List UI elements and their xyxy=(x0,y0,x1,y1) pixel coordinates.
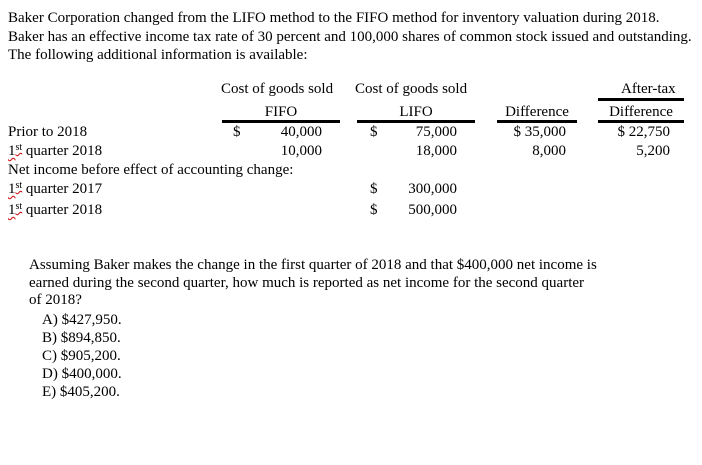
lifo-q1-2018: 18,000 xyxy=(415,143,457,159)
option-a: A) $427,950. xyxy=(42,312,122,328)
row-label-prior-2018: Prior to 2018 xyxy=(8,124,88,140)
question-text: Assuming Baker makes the change in the first quarter of 2018 and that $400,000 net income is earned during the second quarter, how much is reported as net income for the second quarter of 2018? xyxy=(29,257,597,308)
col-fifo-header: FIFO xyxy=(264,104,298,120)
col-aftertax-header-top: After-tax xyxy=(621,81,676,97)
difference-prior-2018: $ 35,000 xyxy=(513,124,566,140)
header-rule-fifo xyxy=(222,120,340,123)
header-rule-difference xyxy=(497,120,577,123)
net-income-label: Net income before effect of accounting change: xyxy=(8,162,294,178)
aftertax-prior-2018: $ 22,750 xyxy=(617,124,670,140)
lifo-prior-2018: 75,000 xyxy=(415,124,457,140)
option-d: D) $400,000. xyxy=(42,366,122,382)
dollar-sign: $ xyxy=(370,202,378,218)
option-b: B) $894,850. xyxy=(42,330,121,346)
row-label-q1-2017: 1st quarter 2017 xyxy=(8,180,103,197)
net-income-q1-2018: 500,000 xyxy=(408,202,457,218)
difference-q1-2018: 8,000 xyxy=(532,143,566,159)
row-label-q1-2018-net: 1st quarter 2018 xyxy=(8,201,103,218)
fifo-prior-2018: 40,000 xyxy=(280,124,322,140)
dollar-sign: $ xyxy=(370,124,378,140)
option-e: E) $405,200. xyxy=(42,384,120,400)
col-lifo-header-top: Cost of goods sold xyxy=(355,81,468,97)
net-income-q1-2017: 300,000 xyxy=(408,181,457,197)
header-rule-lifo xyxy=(357,120,475,123)
col-difference-header: Difference xyxy=(505,104,569,120)
row-label-q1-2018: 1st quarter 2018 xyxy=(8,142,103,159)
header-rule-aftertax-top xyxy=(598,98,684,101)
aftertax-q1-2018: 5,200 xyxy=(636,143,670,159)
problem-intro: Baker Corporation changed from the LIFO method to the FIFO method for inventory valuation during 2018. Baker has an effective income tax rate of 30 percent and 100,000 shares of common stock issued and outstanding. The following additional information is available: xyxy=(8,10,692,63)
dollar-sign: $ xyxy=(233,124,241,140)
col-fifo-header-top: Cost of goods sold xyxy=(221,81,334,97)
col-lifo-header: LIFO xyxy=(399,104,433,120)
header-rule-aftertax xyxy=(598,120,684,123)
col-aftertax-difference-header: Difference xyxy=(609,104,673,120)
fifo-q1-2018: 10,000 xyxy=(280,143,322,159)
dollar-sign: $ xyxy=(370,181,378,197)
option-c: C) $905,200. xyxy=(42,348,121,364)
